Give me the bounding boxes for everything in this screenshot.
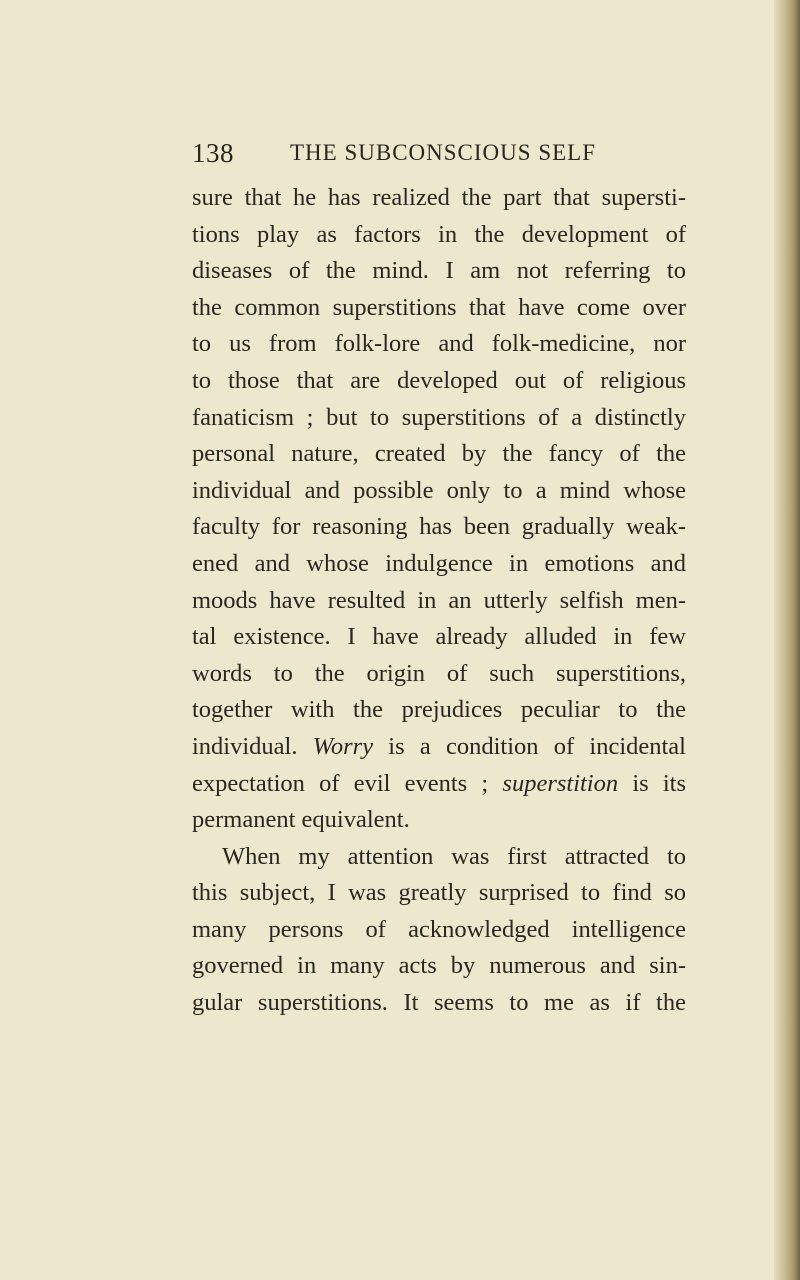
text-line-paragraph-start: When my attention was first attracted to [222, 842, 686, 870]
text-line: moods have resulted in an utterly selfish men- [192, 586, 686, 614]
text-line: diseases of the mind. I am not referring to [192, 257, 686, 285]
page-number: 138 [192, 138, 234, 168]
text-line: governed in many acts by numerous and sin- [192, 952, 686, 980]
text-line: personal nature, created by the fancy of the [192, 440, 686, 468]
text-line: gular superstitions. It seems to me as if the [192, 989, 686, 1017]
text-line: tions play as factors in the development of [192, 220, 686, 248]
text-line: sure that he has realized the part that supersti- [192, 184, 686, 211]
body-text [192, 180, 686, 1022]
text-line: faculty for reasoning has been gradually weak- [192, 513, 686, 541]
text-line: many persons of acknowledged intelligence [192, 915, 686, 943]
text-line: together with the prejudices peculiar to the [192, 696, 686, 724]
text-line: to us from folk-lore and folk-medicine, nor [192, 330, 686, 358]
text-line: words to the origin of such superstitions, [192, 659, 686, 687]
text-line: fanaticism ; but to superstitions of a distinctly [192, 403, 686, 431]
text-line: individual. Worry is a condition of incidental [192, 732, 686, 760]
running-title: THE SUBCONSCIOUS SELF [290, 140, 596, 165]
text-line: tal existence. I have already alluded in few [192, 623, 686, 651]
text-line: to those that are developed out of religious [192, 366, 686, 394]
text-line: expectation of evil events ; superstition is its [192, 769, 686, 797]
running-header [192, 138, 712, 174]
text-line: individual and possible only to a mind whose [192, 476, 686, 504]
italic-worry: Worry [312, 732, 374, 760]
text-line: the common superstitions that have come over [192, 293, 686, 321]
text-line: ened and whose indulgence in emotions and [192, 549, 686, 577]
text-line-paragraph-end: permanent equivalent. [192, 806, 410, 834]
text-line: this subject, I was greatly surprised to find so [192, 879, 686, 907]
page-edge-shadow [774, 0, 800, 1280]
italic-superstition: superstition [502, 769, 619, 797]
